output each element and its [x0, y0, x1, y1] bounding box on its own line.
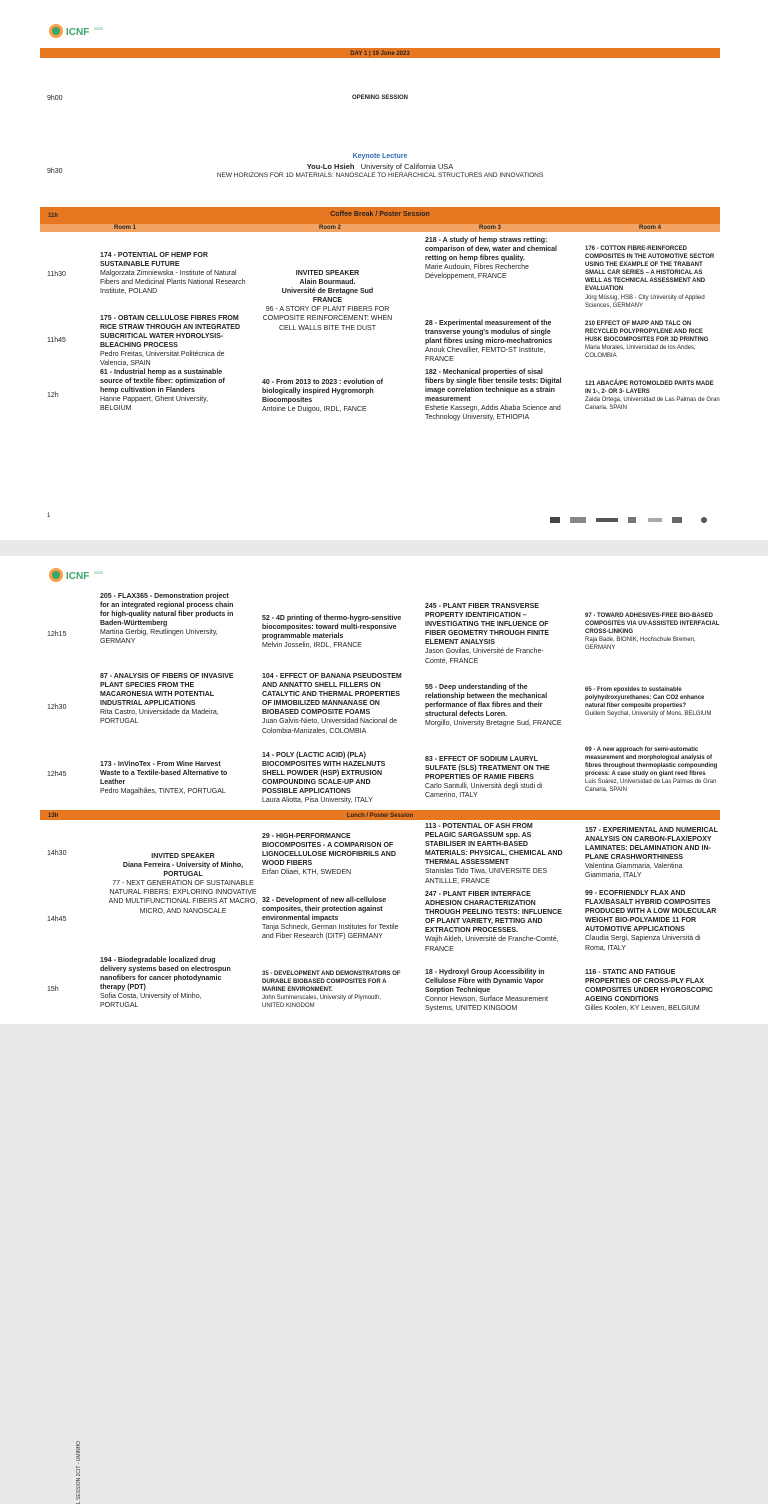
talk-title: 113 - POTENTIAL OF ASH FROM PELAGIC SARGASSUM spp. AS STABILISER IN EARTH-BASED MATERIALS: PHYSICAL, CHEMICAL AND THERMAL ASSESSMENT — [425, 823, 563, 867]
talk-title: 83 - EFFECT OF SODIUM LAURYL SULFATE (SLS) TREATMENT ON THE PROPERTIES OF RAMIE FIBERS — [425, 756, 550, 782]
invited-head: INVITED SPEAKER — [295, 270, 360, 277]
talk-title: 205 - FLAX365 - Demonstration project for an integrated regional process chain for high-quality natural fiber products in Baden-Württemberg — [100, 593, 234, 628]
talk-title: 157 - EXPERIMENTAL AND NUMERICAL ANALYSIS ON CARBON-FLAX/EPOXY LAMINATES: DELAMINATION AND IN-PLANE CRASHWORTHINESS — [585, 827, 718, 862]
talk-218 — [425, 236, 563, 281]
time-11h45: 11h45 — [47, 337, 66, 344]
talk-104 — [262, 672, 402, 736]
talk-title: 97 - TOWARD ADHESIVES-FREE BIO-BASED COMPOSITES VIA UV-ASSISTED INTERFACIAL CROSS-LINKING — [585, 613, 720, 636]
talk-247 — [425, 890, 565, 954]
talk-authors: Antoine Le Duigou, IRDL, FANCE — [262, 406, 367, 414]
talk-authors: Eshetie Kassegn, Addis Ababa Science and Technology University, ETHIOPIA — [425, 405, 561, 422]
coffee-label: Coffee Break / Poster Session — [330, 211, 430, 218]
talk-title: 18 - Hydroxyl Group Accessibility in Cellulose Fibre with Dynamic Vapor Sorption Technique — [425, 969, 545, 995]
time-keynote: 9h30 — [47, 168, 63, 175]
talk-title: 175 - OBTAIN CELLULOSE FIBRES FROM RICE STRAW THROUGH AN INTEGRATED SUBCRITICAL WATER HYDROLYSIS-BLEACHING PROCESS — [100, 315, 240, 350]
talk-87 — [100, 672, 240, 727]
talk-authors: Laura Aliotta, Pisa University, ITALY — [262, 797, 373, 805]
talk-title: 194 - Biodegradable localized drug delivery systems based on electrospun nanofibers for cancer photodynamic therapy (PDT) — [100, 957, 231, 992]
invited-name: Alain Bourmaud. — [299, 279, 356, 287]
talk-authors: Wajih Akleh, Université de Franche-Comté, FRANCE — [425, 936, 559, 953]
time-12h45: 12h45 — [47, 771, 67, 778]
talk-52 — [262, 614, 402, 650]
page-1 — [0, 0, 768, 540]
room-2-header: Room 2 — [318, 225, 341, 231]
talk-authors: Gilles Koolen, KY Leuven, BELGIUM — [585, 1005, 700, 1013]
talk-194 — [100, 956, 240, 1011]
talk-authors: Tanja Schneck, German Institutes for Textile and Fiber Research (DITF) GERMANY — [262, 924, 399, 941]
opening-session: OPENING SESSION — [351, 95, 408, 101]
talk-authors: Raja Bade, BIONIK, Hochschule Bremen, GERMANY — [585, 637, 696, 652]
keynote-title: Keynote Lecture — [352, 153, 408, 160]
talk-32 — [262, 896, 402, 941]
talk-title: 174 - POTENTIAL OF HEMP FOR SUSTAINABLE FUTURE — [100, 252, 208, 269]
talk-authors: Guillem Seychal, University of Mons, BELGIUM — [585, 711, 712, 718]
talk-authors: Anouk Chevallier, FEMTO-ST Institute, FRANCE — [425, 347, 546, 364]
talk-title: 218 - A study of hemp straws retting: comparison of dew, water and chemical retting on hemp fibres quality. — [425, 237, 557, 263]
talk-title: 69 - A new approach for semi-automatic measurement and morphological analysis of fibres throughout thermoplastic compounding process: A case study on giant reed fibres — [585, 747, 718, 778]
talk-55 — [425, 683, 565, 728]
time-11h30: 11h30 — [47, 271, 66, 278]
room-3-header: Room 3 — [478, 225, 501, 231]
talk-title: 40 - From 2013 to 2023 : evolution of biologically inspired Hygromorph Biocomposites — [262, 379, 383, 405]
talk-69 — [585, 746, 720, 795]
invited-country: FRANCE — [312, 297, 343, 305]
svg-text:ICNF: ICNF — [66, 571, 90, 582]
talk-40 — [262, 378, 402, 414]
talk-176 — [585, 245, 720, 310]
talk-title: 116 - STATIC AND FATIGUE PROPERTIES OF CROSS-PLY FLAX COMPOSITES UNDER HYGROSCOPIC AGEING CONDITIONS — [585, 969, 713, 1004]
lunch-bar — [40, 810, 720, 820]
time-15h: 15h — [47, 986, 59, 993]
talk-title: 87 - ANALYSIS OF FIBERS OF INVASIVE PLANT SPECIES FROM THE MACARONESIA WITH POTENTIAL INDUSTRIAL APPLICATIONS — [100, 673, 234, 708]
time-lunch: 13h — [48, 813, 59, 819]
talk-157 — [585, 826, 720, 881]
session-side-label: L SESSION 2CIT - UMINHO — [76, 1440, 82, 1504]
talk-113 — [425, 822, 565, 886]
talk-174 — [100, 251, 250, 296]
talk-title: 121 ABACÁ/PE ROTOMOLDED PARTS MADE IN 1-, 2- OR 3- LAYERS — [585, 381, 714, 396]
talk-title: 104 - EFFECT OF BANANA PSEUDOSTEM AND ANNATTO SHELL FILLERS ON CATALYTIC AND THERMAL PROPERTIES OF IMMOBILIZED MANNANASE ON BIOBASED COMPOSITE FOAMS — [262, 673, 402, 717]
talk-83 — [425, 755, 565, 800]
talk-245 — [425, 602, 565, 666]
icnf-logo — [48, 22, 108, 40]
time-14h30: 14h30 — [47, 850, 67, 857]
time-12h30: 12h30 — [47, 704, 67, 711]
talk-title: 52 - 4D printing of thermo-hygro-sensitive biocomposites: toward multi-responsive programmable materials — [262, 615, 402, 641]
svg-text:ICNF: ICNF — [66, 27, 90, 38]
talk-authors: Rita Castro, Universidade da Madeira, PORTUGAL — [100, 709, 219, 726]
day-header-bar — [40, 48, 720, 58]
page-number: 1 — [47, 513, 51, 519]
time-opening: 9h00 — [47, 95, 63, 102]
talk-title: 65 - From epoxides to sustainable polyhydroxyurethanes: Can CO2 enhance natural fiber composite properties? — [585, 687, 705, 710]
svg-text:2023: 2023 — [94, 570, 103, 575]
keynote-talk: NEW HORIZONS FOR 1D MATERIALS: NANOSCALE TO HIERARCHICAL STRUCTURES AND INNOVATIONS — [216, 172, 544, 179]
talk-authors: Stanislas Tido Tiwa, UNIVERSITE DES ANTILLLE, FRANCE — [425, 868, 548, 885]
talk-title: 14 - POLY (LACTIC ACID) (PLA) BIOCOMPOSITES WITH HAZELNUTS SHELL POWDER (HSP) EXTRUSION COMPOUNDING SCALE-UP AND POSSIBLE APPLICATIONS — [262, 752, 386, 796]
keynote-speaker: You-Lo Hsieh — [306, 162, 355, 171]
time-14h45: 14h45 — [47, 916, 67, 923]
talk-14 — [262, 751, 402, 806]
talk-173 — [100, 760, 240, 796]
invited-org: Université de Bretagne Sud — [281, 288, 374, 296]
invited-speaker-bourmaud — [255, 269, 400, 333]
talk-28 — [425, 319, 563, 364]
talk-authors: Connor Hewson, Surface Measurement Systems, UNITED KINGDOM — [425, 996, 548, 1013]
talk-authors: Morgillo, University Bretagne Sud, FRANCE — [425, 720, 562, 728]
talk-121 — [585, 380, 720, 412]
day-header: DAY 1 | 19 June 2023 — [350, 51, 410, 57]
talk-title: 35 - DEVELOPMENT AND DEMONSTRATORS OF DURABLE BIOBASED COMPOSITES FOR A MARINE ENVIRONMENT. — [262, 971, 401, 994]
time-12h: 12h — [47, 392, 59, 399]
talk-title: 182 - Mechanical properties of sisal fibers by single fiber tensile tests: Digital image correlation technique as a strain measurement — [425, 369, 562, 404]
room-1-header: Room 1 — [113, 225, 136, 231]
room-4-header: Room 4 — [638, 225, 661, 231]
talk-authors: Pedro Freitas, Universitat Politécnica de Valencia, SPAIN — [100, 351, 225, 368]
talk-authors: Marie Audouin, Fibres Recherche Développement, FRANCE — [425, 264, 529, 281]
talk-65 — [585, 686, 720, 718]
talk-authors: Jason Govilas, Université de Franche-Comté, FRANCE — [425, 648, 544, 665]
talk-116 — [585, 968, 720, 1013]
lunch-label: Lunch / Poster Session — [346, 813, 414, 819]
talk-61 — [100, 368, 230, 413]
talk-title: 210 EFFECT OF MAPP AND TALC ON RECYCLED POLYPROPYLENE AND RICE HUSK BIOCOMPOSITES FOR 3D PRINTING — [585, 321, 709, 344]
talk-175 — [100, 314, 250, 369]
invited-head: INVITED SPEAKER — [151, 853, 215, 860]
talk-authors: Martina Gerbig, Reutlingen University, GERMANY — [100, 629, 218, 646]
svg-text:2023: 2023 — [94, 26, 103, 31]
time-coffee: 11h — [48, 213, 59, 219]
time-12h15: 12h15 — [47, 631, 67, 638]
talk-title: 55 - Deep understanding of the relationship between the mechanical performance of flax fibres and their structural defects Loren. — [425, 684, 548, 719]
talk-title: 32 - Development of new all-cellulose composites, their protection against environmental impacts — [262, 897, 387, 923]
sponsor-logos — [548, 515, 718, 525]
invited-speaker-ferreira — [108, 852, 258, 916]
talk-title: 29 - HIGH-PERFORMANCE BIOCOMPOSITES - A COMPARISON OF LIGNOCELLULOSE MICROFIBRILS AND WOOD FIBERS — [262, 833, 396, 868]
talk-authors: Pedro Magalhães, TINTEX, PORTUGAL — [100, 788, 226, 796]
icnf-logo — [48, 566, 108, 584]
invited-talk: 77 - NEXT GENERATION OF SUSTAINABLE NATURAL FIBERS: EXPLORING INNOVATIVE AND MULTIFUNCTIONAL FIBERS AT MACRO, MICRO, AND NANOSCALE — [108, 880, 258, 915]
invited-name: Diana Ferreira - University of Minho, PORTUGAL — [122, 862, 244, 879]
invited-talk: 96 - A STORY OF PLANT FIBERS FOR COMPOSITE REINFORCEMENT: WHEN CELL WALLS BITE THE DUST — [262, 306, 393, 332]
talk-35 — [262, 970, 402, 1010]
talk-97 — [585, 612, 720, 652]
talk-title: 99 - ECOFRIENDLY FLAX AND FLAX/BASALT HYBRID COMPOSITES PRODUCED WITH A LOW MOLECULAR WEIGHT BIO-POLYAMIDE 11 FOR AUTOMOTIVE APPLICATIONS — [585, 890, 717, 934]
talk-18 — [425, 968, 565, 1013]
talk-29 — [262, 832, 402, 877]
talk-authors: Luis Suárez, Universidad de Las Palmas de Gran Canaria, SPAIN — [585, 779, 717, 794]
talk-authors: Claudia Sergi, Sapienza Università di Roma, ITALY — [585, 935, 701, 952]
talk-authors: Zaida Ortega, Universidad de Las Palmas de Gran Canaria, SPAIN — [585, 397, 720, 412]
talk-authors: Carlo Santulli, Università degli studi di Camerino, ITALY — [425, 783, 543, 800]
talk-205 — [100, 592, 240, 647]
talk-authors: Malgorzata Zimniewska - Institute of Natural Fibers and Medicinal Plants National Research Institute, POLAND — [100, 270, 246, 296]
talk-authors: Sofia Costa, University of Minho, PORTUGAL — [100, 993, 202, 1010]
talk-authors: Maria Morales, Universidad de los Andes, COLOMBIA — [585, 345, 696, 360]
talk-authors: Jörg Müssig, HSB - City University of Applied Sciences, GERMANY — [585, 294, 705, 309]
talk-182 — [425, 368, 563, 423]
talk-title: 28 - Experimental measurement of the transverse young's modulus of single plant fibres using micro-mechatronics — [425, 320, 553, 346]
page-2 — [0, 556, 768, 1504]
talk-210 — [585, 320, 720, 360]
talk-authors: John Summerscales, University of Plymouth, UNITED KINGDOM — [262, 995, 382, 1010]
talk-title: 176 - COTTON FIBRE-REINFORCED COMPOSITES IN THE AUTOMOTIVE SECTOR USING THE EXAMPLE OF THE TRABANT SMALL CAR SERIES – A HISTORICAL AS WELL AS TECHNICAL ASSESSMENT AND EVALUATION — [585, 246, 715, 293]
talk-authors: Juan Galvis-Nieto, Universidad Nacional de Colombia-Manizales, COLOMBIA — [262, 718, 398, 735]
talk-title: 61 - Industrial hemp as a sustainable source of textile fiber: optimization of hemp cultivation in Flanders — [100, 369, 225, 395]
talk-title: 173 - InVinoTex - From Wine Harvest Waste to a Textile-based Alternative to Leather — [100, 761, 228, 787]
talk-authors: Erfan Oliaei, KTH, SWEDEN — [262, 869, 352, 877]
talk-title: 245 - PLANT FIBER TRANSVERSE PROPERTY IDENTIFICATION – INVESTIGATING THE INFLUENCE OF FIBER GEOMETRY THROUGH FINITE ELEMENT ANALYSIS — [425, 603, 550, 647]
talk-authors: Melvin Josselin, IRDL, FRANCE — [262, 642, 362, 650]
coffee-bar — [40, 207, 720, 224]
keynote-affiliation: University of California USA — [360, 162, 454, 171]
talk-authors: Hanne Pappaert, Ghent University, BELGIUM — [100, 396, 209, 413]
talk-title: 247 - PLANT FIBER INTERFACE ADHESION CHARACTERIZATION THROUGH PEELING TESTS: INFLUENCE OF PLANT VARIETY, RETTING AND EXTRACTION PROCESSES. — [425, 891, 562, 935]
talk-99 — [585, 889, 720, 953]
talk-authors: Valentina Giammaria, Valentina Giammaria, ITALY — [585, 863, 683, 880]
